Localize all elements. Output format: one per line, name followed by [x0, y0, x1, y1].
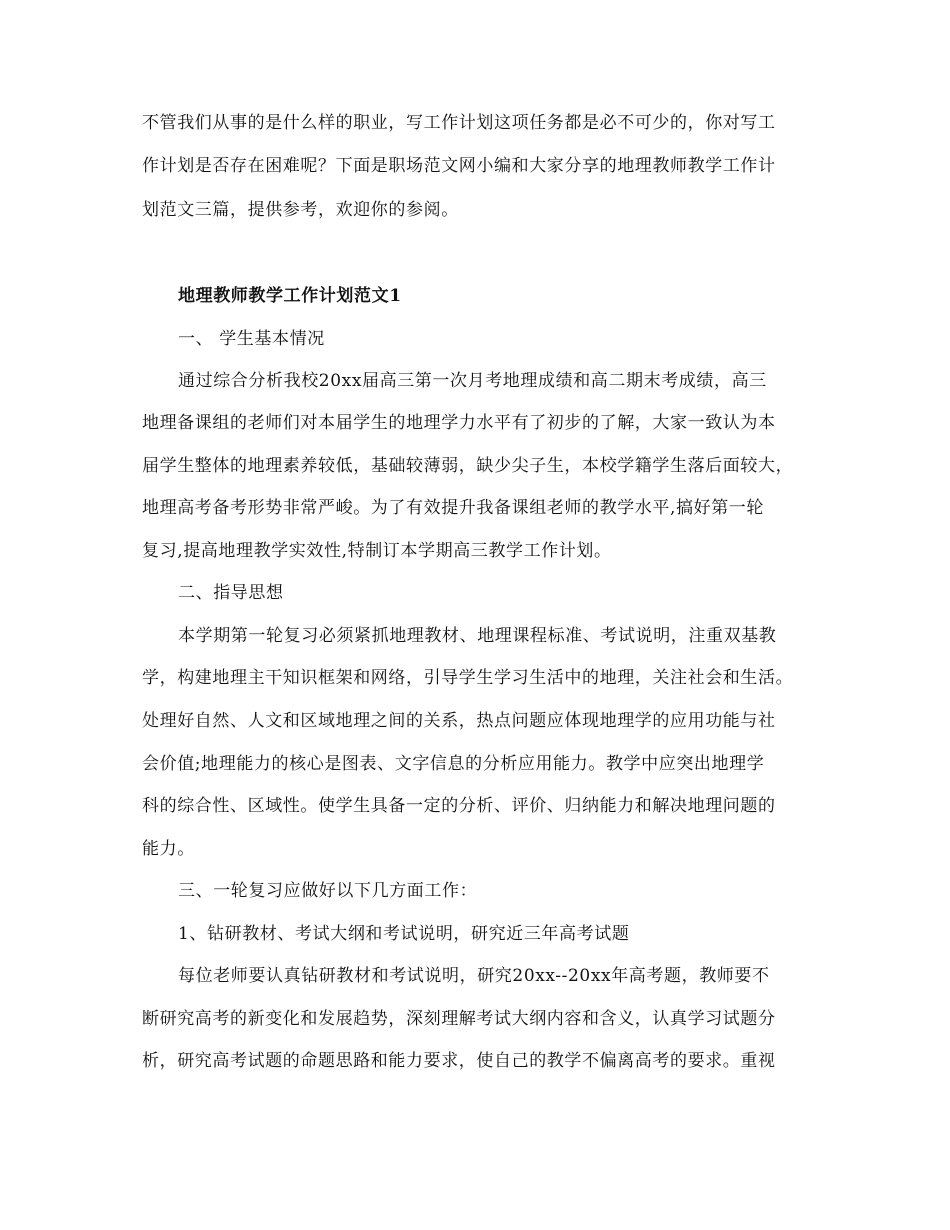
- intro-line-3: 划范文三篇，提供参考，欢迎你的参阅。: [142, 200, 459, 220]
- para1-line-2: 地理备课组的老师们对本届学生的地理学力水平有了初步的了解，大家一致认为本: [142, 413, 776, 433]
- para3-line-2: 断研究高考的新变化和发展趋势，深刻理解考试大纲内容和含义，认真学习试题分: [142, 1009, 776, 1029]
- para1-line-3: 届学生整体的地理素养较低，基础较薄弱，缺少尖子生，本校学籍学生落后面较大，: [142, 456, 794, 476]
- para1-line-4: 地理高考备考形势非常严峻。为了有效提升我备课组老师的教学水平,搞好第一轮: [142, 498, 765, 518]
- intro-line-1: 不管我们从事的是什么样的职业，写工作计划这项任务都是必不可少的，你对写工: [142, 113, 776, 133]
- para2-line-3: 处理好自然、人文和区域地理之间的关系，热点问题应体现地理学的应用功能与社: [142, 711, 776, 731]
- para2-line-2: 学，构建地理主干知识框架和网络，引导学生学习生活中的地理，关注社会和生活。: [142, 668, 794, 688]
- heading-review-work: 三、一轮复习应做好以下几方面工作：: [178, 881, 478, 901]
- subheading-study-materials: 1、钻研教材、考试大纲和考试说明，研究近三年高考试题: [178, 924, 630, 944]
- section-title: 地理教师教学工作计划范文1: [178, 286, 402, 306]
- para2-line-5: 科的综合性、区域性。使学生具备一定的分析、评价、归纳能力和解决地理问题的: [142, 796, 776, 816]
- para1-line-1: 通过综合分析我校20xx届高三第一次月考地理成绩和高二期末考成绩，高三: [178, 371, 767, 391]
- para3-line-3: 析，研究高考试题的命题思路和能力要求，使自己的教学不偏离高考的要求。重视: [142, 1051, 776, 1071]
- para3-line-1: 每位老师要认真钻研教材和考试说明，研究20xx--20xx年高考题，教师要不: [178, 966, 770, 986]
- intro-line-2: 作计划是否存在困难呢？下面是职场范文网小编和大家分享的地理教师教学工作计: [142, 156, 776, 176]
- para2-line-1: 本学期第一轮复习必须紧抓地理教材、地理课程标准、考试说明，注重双基教: [178, 626, 777, 646]
- para2-line-4: 会价值;地理能力的核心是图表、文字信息的分析应用能力。教学中应突出地理学: [142, 754, 765, 774]
- heading-guiding-thought: 二、指导思想: [178, 583, 284, 603]
- para1-line-5: 复习,提高地理教学实效性,特制订本学期高三教学工作计划。: [142, 541, 612, 561]
- heading-student-situation: 一、 学生基本情况: [178, 329, 325, 349]
- para2-line-6: 能力。: [142, 839, 195, 859]
